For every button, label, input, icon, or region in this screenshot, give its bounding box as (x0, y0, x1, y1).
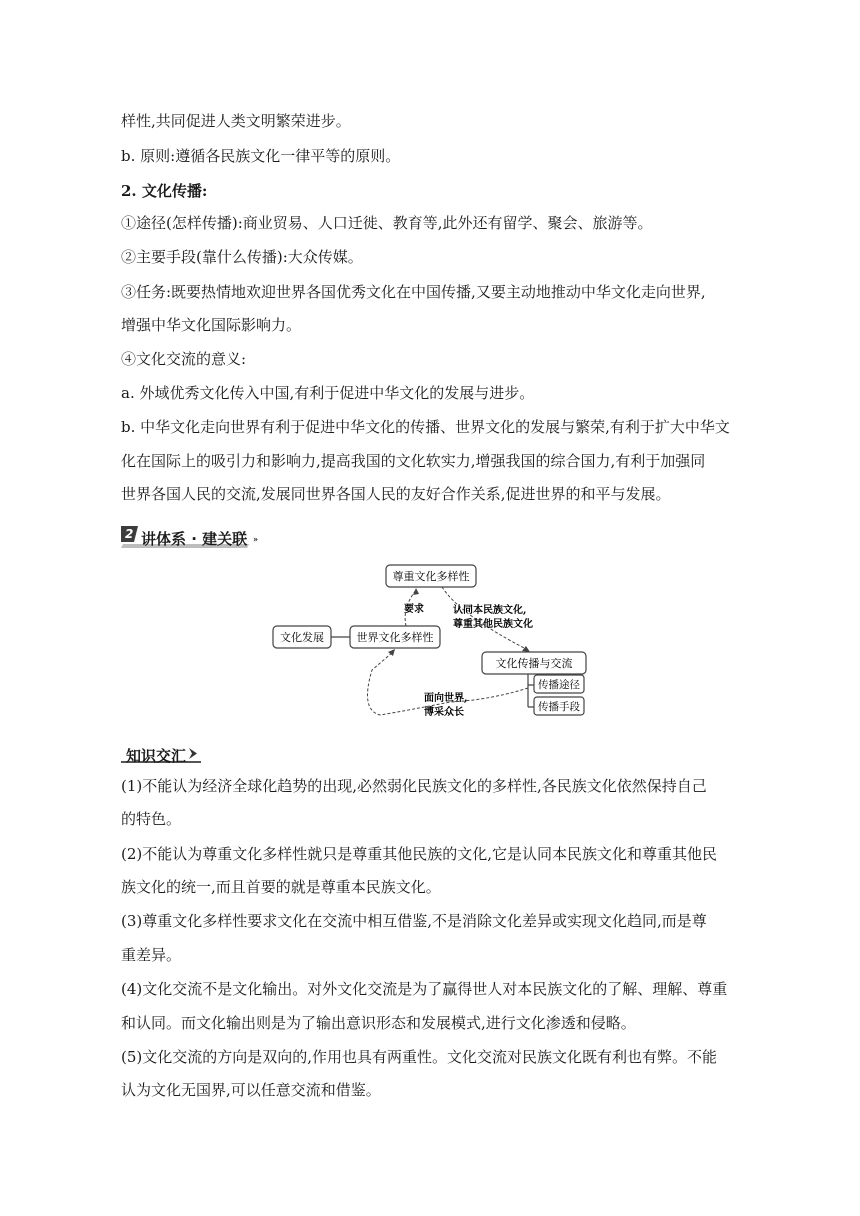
knowledge-line: 的特色。 (121, 810, 182, 828)
paragraph-line: 增强中华文化国际影响力。 (121, 316, 302, 334)
node-spread-means: 传播手段 (538, 701, 580, 713)
knowledge-line: (4)文化交流不是文化输出。对外文化交流是为了赢得世人对本民族文化的了解、理解、尊重 (121, 980, 728, 998)
chevron-right-icon (189, 748, 197, 759)
knowledge-line: 族文化的统一,而且首要的就是尊重本民族文化。 (121, 878, 441, 896)
paragraph-line: ②主要手段(靠什么传播):大众传媒。 (121, 248, 363, 266)
knowledge-line: 和认同。而文化输出则是为了输出意识形态和发展模式,进行文化渗透和侵略。 (121, 1014, 636, 1032)
node-world-diversity: 世界文化多样性 (356, 631, 434, 644)
knowledge-line: (3)尊重文化多样性要求文化在交流中相互借鉴,不是消除文化差异或实现文化趋同,而是尊 (121, 912, 707, 930)
knowledge-line: 认为文化无国界,可以任意交流和借鉴。 (121, 1081, 381, 1099)
knowledge-line: (5)文化交流的方向是双向的,作用也具有两重性。文化交流对民族文化既有利也有弊。不能 (121, 1048, 718, 1066)
concept-diagram (260, 560, 620, 730)
section-badge-number: 2 (125, 527, 134, 541)
label-face-line2: 博采众长 (424, 707, 464, 718)
label-require: 要求 (404, 604, 424, 615)
bracket-line (528, 674, 534, 707)
knowledge-title: 知识交汇 (126, 747, 187, 765)
paragraph-line: 样性,共同促进人类文明繁荣进步。 (121, 112, 351, 130)
section-title: 讲体系 · 建关联 (141, 530, 248, 548)
paragraph-line: a. 外域优秀文化传入中国,有利于促进中华文化的发展与进步。 (121, 384, 535, 402)
knowledge-line: 重差异。 (121, 946, 182, 964)
paragraph-line: b. 原则:遵循各民族文化一律平等的原则。 (121, 147, 401, 165)
knowledge-heading (121, 742, 211, 764)
label-identify-line1: 认同本民族文化, (453, 605, 527, 616)
node-spread-exchange: 文化传播与交流 (495, 657, 573, 670)
label-identify-line2: 尊重其他民族文化 (453, 619, 533, 630)
paragraph-line: b. 中华文化走向世界有利于促进中华文化的传播、世界文化的发展与繁荣,有利于扩大中华文 (121, 418, 730, 436)
node-respect-diversity: 尊重文化多样性 (392, 570, 470, 583)
knowledge-line: (2)不能认为尊重文化多样性就只是尊重其他民族的文化,它是认同本民族文化和尊重其他民 (121, 845, 718, 863)
label-face-line1: 面向世界, (424, 693, 468, 704)
knowledge-line: (1)不能认为经济全球化趋势的出现,必然弱化民族文化的多样性,各民族文化依然保持自己 (121, 777, 707, 795)
paragraph-line: ①途径(怎样传播):商业贸易、人口迁徙、教育等,此外还有留学、聚会、旅游等。 (121, 214, 653, 232)
paragraph-line: 世界各国人民的交流,发展同世界各国人民的友好合作关系,促进世界的和平与发展。 (121, 485, 671, 503)
section-heading (121, 524, 271, 550)
arrowhead-icon (388, 649, 395, 656)
arrowhead-icon (522, 646, 530, 652)
paragraph-line: ③任务:既要热情地欢迎世界各国优秀文化在中国传播,又要主动地推动中华文化走向世界, (121, 283, 706, 301)
node-culture-development: 文化发展 (280, 631, 324, 644)
subheading-cultural-spread: 2. 文化传播: (121, 182, 208, 200)
paragraph-line: 化在国际上的吸引力和影响力,提高我国的文化软实力,增强我国的综合国力,有利于加强同 (121, 452, 706, 470)
double-chevron-icon: » (253, 534, 258, 544)
paragraph-line: ④文化交流的意义: (121, 350, 247, 368)
node-spread-route: 传播途径 (538, 679, 580, 691)
arrowhead-icon (413, 588, 419, 595)
